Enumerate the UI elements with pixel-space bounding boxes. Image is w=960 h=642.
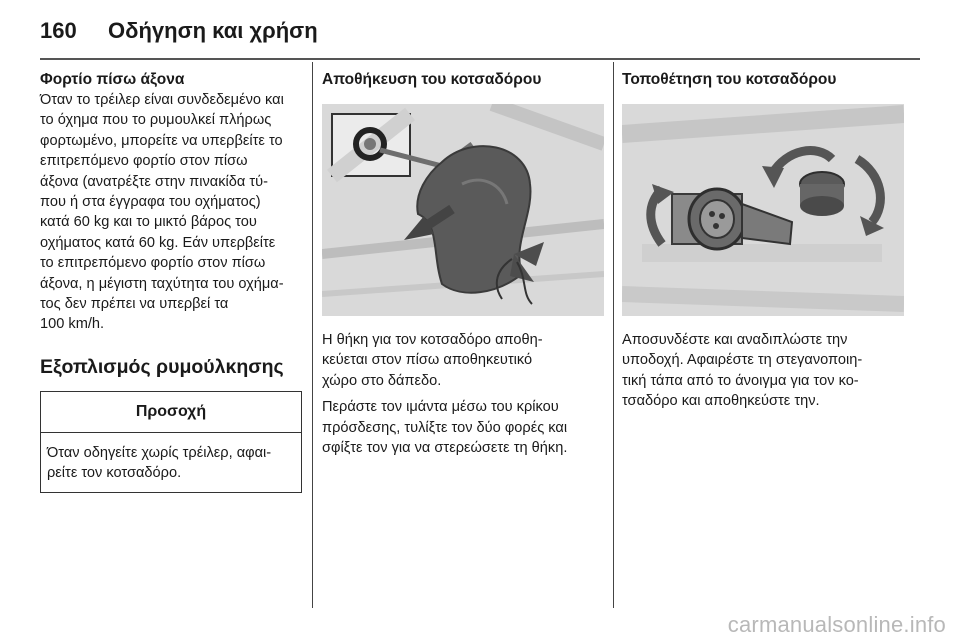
column-divider-1: [312, 62, 313, 608]
storage-paragraph-2: [322, 397, 604, 458]
text-line: πρόσδεσης, τυλίξτε τον δύο φορές και: [322, 419, 568, 436]
section-heading-axle-load: Φορτίο πίσω άξονα: [40, 71, 185, 88]
text-line: χώρο στο δάπεδο.: [322, 372, 442, 389]
text-line: Όταν οδηγείτε χωρίς τρέιλερ, αφαι-: [47, 444, 272, 461]
text-line: το όχημα που το ρυμουλκεί πλήρως: [40, 112, 272, 129]
section-heading-towing-equipment: Εξοπλισμός ρυμούλκησης: [40, 355, 284, 378]
text-line: τος δεν πρέπει να υπερβεί τα: [40, 296, 229, 313]
text-line: 100 km/h.: [40, 316, 105, 333]
text-line: τική τάπα από το άνοιγμα για τον κο-: [622, 372, 859, 389]
page-title: Οδήγηση και χρήση: [108, 18, 318, 43]
page-number: 160: [40, 18, 77, 43]
text-line: κατά 60 kg και το μικτό βάρος του: [40, 214, 257, 231]
text-line: Περάστε τον ιμάντα μέσω του κρίκου: [322, 399, 559, 416]
socket-illustration: [622, 104, 904, 316]
section-heading-fitting: Τοποθέτηση του κοτσαδόρου: [622, 71, 837, 88]
page-header: [40, 18, 318, 50]
warning-title: Προσοχή: [41, 392, 301, 433]
text-line: Όταν το τρέιλερ είναι συνδεδεμένο και: [40, 92, 284, 108]
figure-towbar-fitting: [622, 104, 904, 316]
storage-paragraph-1: [322, 330, 604, 391]
figure-towbar-storage: [322, 104, 604, 316]
towbar-bag-illustration: [322, 104, 604, 316]
text-line: επιτρεπόμενο φορτίο στον πίσω: [40, 153, 248, 170]
warning-body: [41, 433, 301, 492]
text-line: Αποσυνδέστε και αναδιπλώστε την: [622, 332, 848, 348]
text-line: οχήματος κατά 60 kg. Εάν υπερβείτε: [40, 234, 276, 251]
text-line: άξονα, η μέγιστη ταχύτητα του οχήμα-: [40, 275, 284, 292]
column-2: [322, 70, 604, 458]
axle-load-paragraph: [40, 90, 302, 335]
text-line: φορτωμένο, μπορείτε να υπερβείτε το: [40, 132, 283, 149]
fitting-paragraph-1: [622, 330, 904, 412]
text-line: σφίξτε τον για να στερεώσετε τη θήκη.: [322, 440, 568, 457]
text-line: που ή στα έγγραφα του οχήματος): [40, 194, 261, 211]
text-line: Η θήκη για τον κοτσαδόρο αποθη-: [322, 332, 543, 348]
text-line: το επιτρεπόμενο φορτίο στον πίσω: [40, 255, 266, 272]
text-line: ρείτε τον κοτσαδόρο.: [47, 465, 182, 482]
column-1: [40, 70, 302, 493]
text-line: υποδοχή. Αφαιρέστε τη στεγανοποιη-: [622, 352, 863, 369]
header-divider: [40, 58, 920, 60]
text-line: άξονα (ανατρέξτε στην πινακίδα τύ-: [40, 173, 268, 190]
section-heading-storage: Αποθήκευση του κοτσαδόρου: [322, 71, 542, 88]
column-divider-2: [613, 62, 614, 608]
text-line: κεύεται στον πίσω αποθηκευτικό: [322, 352, 533, 369]
column-3: [622, 70, 904, 412]
text-line: τσαδόρο και αποθηκεύστε την.: [622, 393, 820, 410]
warning-box: [40, 391, 302, 493]
watermark: carmanualsonline.info: [727, 612, 946, 637]
